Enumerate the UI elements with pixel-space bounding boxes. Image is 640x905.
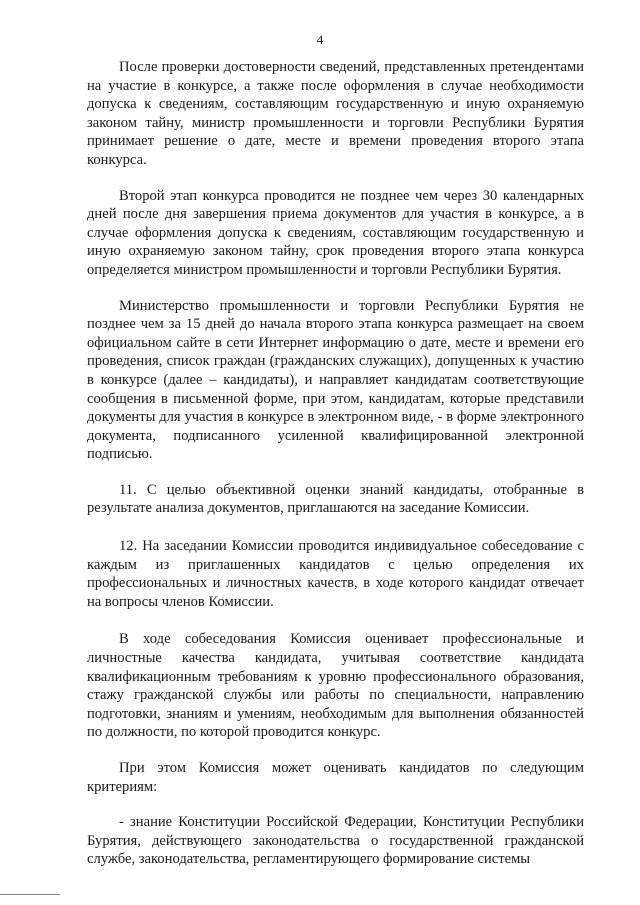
- document-body: [87, 58, 584, 886]
- paragraph-interview-evaluation: В ходе собеседования Комиссия оценивает профессиональные и личностные качества кандидата, учитывая соответствие кандидата квалификационным требованиям к уровню профессионального образования, стажу гражданской службы или работы по специальности, направлению подготовки, знаниям и умениям, необходимым для выполнения обязанностей по должности, по которой проводится конкурс.: [87, 631, 584, 741]
- paragraph-second-stage-timing: Второй этап конкурса проводится не позднее чем через 30 календарных дней после дня завершения приема документов для участия в конкурсе, а в случае оформления допуска к сведениям, составляющим государственную и иную охраняемую законом тайну, срок проведения второго этапа конкурса определяется министром промышленности и торговли Республики Бурятия.: [87, 187, 584, 278]
- page-number: 4: [316, 32, 324, 47]
- footer-line: [0, 894, 60, 895]
- paragraph-item-11: 11. С целью объективной оценки знаний кандидаты, отобранные в результате анализа документов, приглашаются на заседание Комиссии.: [87, 481, 584, 517]
- paragraph-criterion-constitution: - знание Конституции Российской Федерации, Конституции Республики Бурятия, действующего законодательства о государственной гражданской службе, законодательства, регламентирующего формирование системы: [87, 814, 584, 868]
- paragraph-ministry-notice: Министерство промышленности и торговли Республики Бурятия не позднее чем за 15 дней до начала второго этапа конкурса размещает на своем официальном сайте в сети Интернет информацию о дате, месте и времени его проведения, список граждан (гражданских служащих), допущенных к участию в конкурсе (далее – кандидаты), и направляет кандидатам соответствующие сообщения в письменной форме, при этом, кандидатам, которые представили документы для участия в конкурсе в электронном виде, - в форме электронного документа, подписанного усиленной квалифицированной электронной подписью.: [87, 297, 584, 463]
- paragraph-item-12: 12. На заседании Комиссии проводится индивидуальное собеседование с каждым из приглашенных кандидатов с целью определения их профессиональных и личностных качеств, в ходе которого кандидат отвечает на вопросы членов Комиссии.: [87, 538, 584, 610]
- paragraph-criteria-intro: При этом Комиссия может оценивать кандидатов по следующим критериям:: [87, 760, 584, 795]
- paragraph-verification: После проверки достоверности сведений, представленных претендентами на участие в конкурсе, а также после оформления в случае необходимости допуска к сведениям, составляющим государственную и иную охраняемую законом тайну, министр промышленности и торговли Республики Бурятия принимает решение о дате, месте и времени проведения второго этапа конкурса.: [87, 59, 584, 168]
